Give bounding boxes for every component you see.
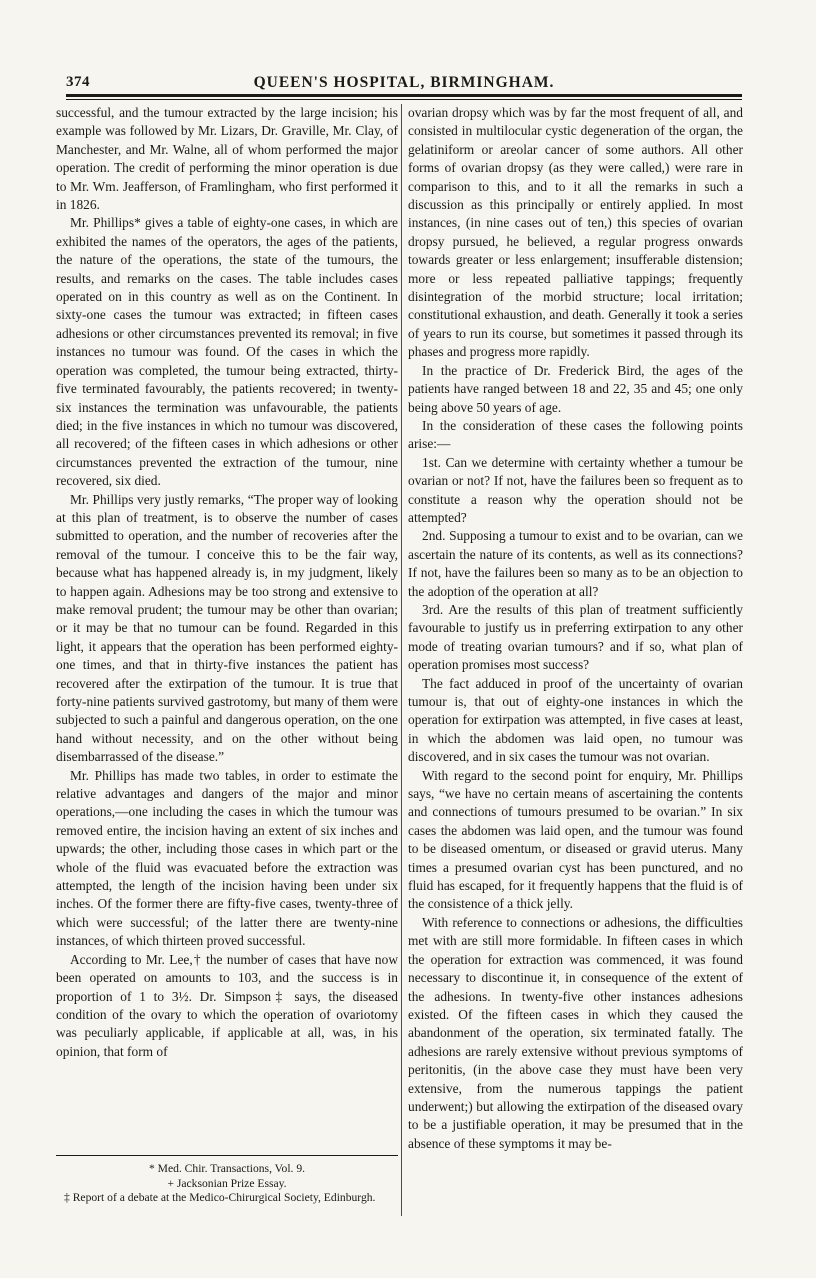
paragraph: With reference to connections or adhesions, the difficulties met with are still more formidable. In fifteen cases in which the operation for extraction was commenced, it was found necessary to discontinue it, in consequence of the extent of the adhesions. In twenty-five other instances adhesions existed. Of the fifteen cases in which they caused the abandonment of the operation, six terminated fatally. The adhesions are rarely extensive without previous symptoms of peritonitis, (in the above case they must have been very extensive, from the numerous tappings the patient underwent;) but allowing the extirpation of the diseased ovary to be a justifiable operation, it may be presumed that in the absence of these symptoms it may be- — [408, 914, 743, 1151]
paragraph: Mr. Phillips* gives a table of eighty-one cases, in which are exhibited the names of the operators, the ages of the patients, the nature of the operations, the state of the tumours, the results, and remarks on the cases. The table includes cases operated on in this country as well as on the Continent. In sixty-one cases the tumour was extracted; in fifteen cases adhesions or other circumstances prevented its removal; in five instances no tumour was found. Of the cases in which the operation was completed, the tumour being extracted, thirty-five terminated favourably, the patients recovered; in twenty-six instances the termination was unfavourable, the patients died; in the five instances in which no tumour was discovered, all recovered; of the fifteen cases in which adhesions or other circumstances prevented the extraction of the tumour, nine recovered, six died. — [56, 215, 398, 489]
paragraph: In the practice of Dr. Frederick Bird, the ages of the patients have ranged between 18 and 22, 35 and 45; one only being above 50 years of age. — [408, 362, 743, 415]
header-rule-thick — [66, 94, 742, 97]
page-header — [66, 72, 742, 94]
footnote-rule — [56, 1155, 398, 1156]
page-number: 374 — [66, 74, 90, 90]
paragraph: 3rd. Are the results of this plan of treatment sufficiently favourable to justify us in preferring extirpation to any other mode of treating ovarian tumours? and if so, what plan of operation promises most success? — [408, 601, 743, 673]
running-head: QUEEN'S HOSPITAL, BIRMINGHAM. — [253, 74, 555, 91]
paragraph: 2nd. Supposing a tumour to exist and to be ovarian, can we ascertain the nature of its contents, as well as its connections? If not, have the failures been so many as to be an objection to the adoption of the operation at all? — [408, 528, 743, 599]
paragraph: Mr. Phillips very justly remarks, “The proper way of looking at this plan of treatment, is to observe the number of cases submitted to operation, and the number of recoveries after the removal of the tumour. I conceive this to be the fair way, because what has happened already is, in my judgment, likely to happen again. Adhesions may be too strong and extensive to make removal prudent; the tumour may be other than ovarian; or it may be that no tumour can be found. Regarded in this light, it appears that the operation has been performed eighty-one times, and that in thirty-five instances the patient has recovered after the extirpation of the tumour. It is true that forty-nine patients survived gastrotomy, but many of them were subjected to such a painful and dangerous operation, on the one hand without necessity, and on the other without being disembarrassed of the disease.” — [56, 491, 398, 765]
header-rule-thin — [66, 99, 742, 100]
footnotes — [56, 1162, 398, 1206]
footnote: + Jacksonian Prize Essay. — [167, 1176, 287, 1190]
left-column — [56, 104, 398, 1061]
paragraph: With regard to the second point for enquiry, Mr. Phillips says, “we have no certain means of ascertaining the contents and connections of tumours presumed to be ovarian.” In six cases the abdomen was laid open, and the tumour was found to be diseased omentum, or diseased or gravid uterus. Many times a presumed ovarian cyst has been punctured, and no fluid has escaped, for it frequently happens that the fluid is of the consistence of a thick jelly. — [408, 767, 743, 912]
paragraph: successful, and the tumour extracted by the large incision; his example was followed by Mr. Lizars, Dr. Graville, Mr. Clay, of Manchester, and Mr. Walne, all of whom performed the major operation. The credit of performing the minor operation is due to Mr. Wm. Jeafferson, of Framlingham, who first performed it in 1826. — [56, 105, 398, 213]
paragraph: According to Mr. Lee,† the number of cases that have now been operated on amounts to 103, and the success is in proportion of 1 to 3½. Dr. Simpson‡ says, the diseased condition of the ovary to which the operation of ovariotomy was peculiarly applicable, if applicable at all, was, in his opinion, that form of — [56, 951, 398, 1059]
paragraph: 1st. Can we determine with certainty whether a tumour be ovarian or not? If not, have the failures been so frequent as to constitute a reason why the operation should not be attempted? — [408, 454, 743, 525]
column-divider — [401, 104, 402, 1216]
right-column — [408, 104, 743, 1153]
paragraph: Mr. Phillips has made two tables, in order to estimate the relative advantages and dangers of the major and minor operations,—one including the cases in which the tumour was removed entire, the incision having an extent of six inches and upwards; the other, including those cases in which part or the whole of the fluid was evacuated before the extraction was attempted, the length of the incision having been under six inches. Of the former there are fifty-five cases, twenty-three of which were successful; of the latter there are twenty-nine instances, of which thirteen proved successful. — [56, 767, 398, 949]
paragraph: The fact adduced in proof of the uncertainty of ovarian tumour is, that out of eighty-one instances in which the operation for extirpation was attempted, in five cases at least, in which the abdomen was laid open, no tumour was discovered, and in six cases the tumour was not ovarian. — [408, 675, 743, 765]
footnote: * Med. Chir. Transactions, Vol. 9. — [148, 1162, 306, 1175]
paragraph: ovarian dropsy which was by far the most frequent of all, and consisted in multilocular cystic degeneration of the organ, the gelatiniform or areolar cancer of some authors. All other forms of ovarian dropsy (as they were called,) were rare in comparison to this, and to it all the remarks in such a discussion as this principally or entirely applied. In most instances, (in nine cases out of ten,) this species of ovarian dropsy pursued, he believed, a regular progress onwards towards greater or less enlargement; insufferable distension; more or less repeated palliative tappings; frequently disintegration of the morbid structure; local irritation; constitutional exhaustion, and death. Generally it took a series of years to run its course, but sometimes it passed through its phases and progress more rapidly. — [408, 105, 743, 360]
paragraph: In the consideration of these cases the following points arise:— — [408, 417, 743, 452]
footnote: ‡ Report of a debate at the Medico-Chirurgical Society, Edinburgh. — [64, 1191, 376, 1204]
